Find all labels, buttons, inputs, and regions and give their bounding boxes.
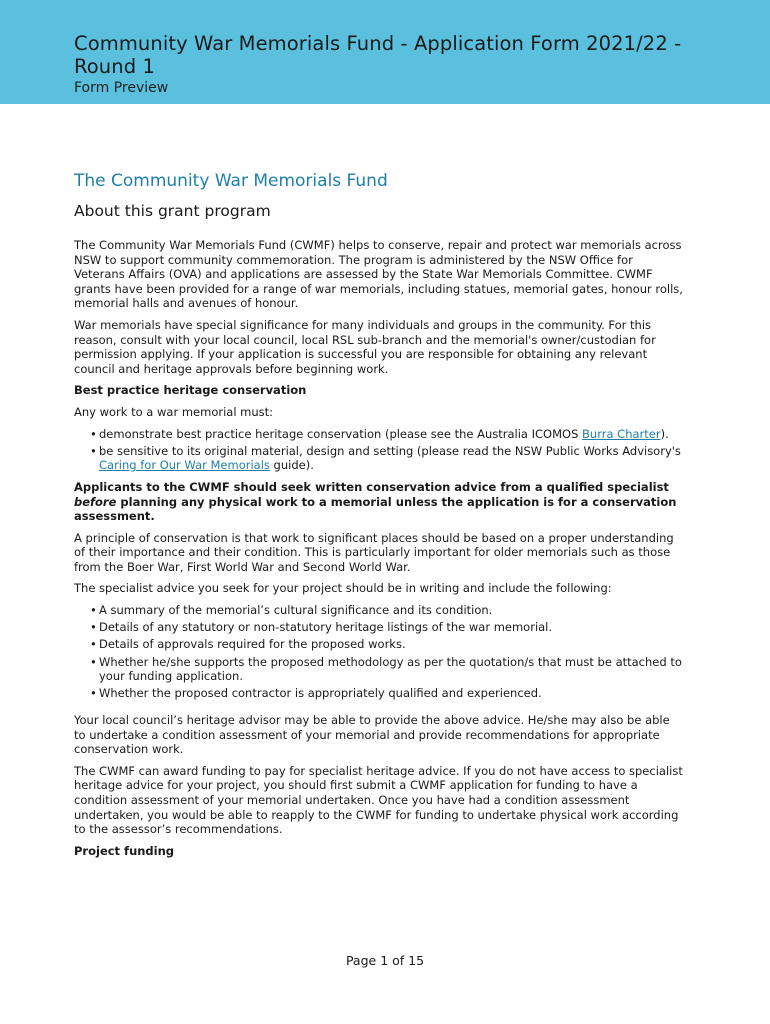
form-subtitle: Form Preview: [74, 80, 169, 96]
subsection-title: About this grant program: [74, 202, 271, 220]
form-title: Community War Memorials Fund - Application Form 2021/22 - Round 1: [74, 32, 682, 78]
specialist-advice-paragraph: The specialist advice you seek for your project should be in writing and include the following:: [74, 581, 612, 596]
list-item: • be sensitive to its original material, design and setting (please read the NSW Public Works Advisory's Caring for Our War Memorials guide).: [91, 444, 684, 473]
principle-paragraph: A principle of conservation is that work to significant places should be based on a proper understanding of their importance and their condition. This is particularly important for older memorials such as those from the Boer War, First World War and Second World War.: [74, 530, 674, 574]
page-number: Page 1 of 15: [345, 953, 425, 968]
list-item: • Whether he/she supports the proposed methodology as per the quotation/s that must be attached to your funding application.: [91, 655, 684, 684]
significance-paragraph: War memorials have special significance for many individuals and groups in the community. For this reason, consult with your local council, local RSL sub-branch and the memorial's owner/custodian for permission applying. If your application is successful you are responsible for obtaining any relevant council and heritage approvals before beginning work.: [74, 317, 656, 376]
form-header: [0, 0, 770, 104]
best-practice-heading: Best practice heritage conservation: [74, 383, 307, 398]
advice-list: [74, 603, 684, 701]
burra-charter-link[interactable]: Burra Charter: [582, 426, 661, 441]
council-advisor-paragraph: Your local council’s heritage advisor may be able to provide the above advice. He/she may also be able to undertake a condition assessment of your memorial and provide recommendations for appropriate conservation work.: [74, 713, 670, 757]
list-item: • Whether the proposed contractor is appropriately qualified and experienced.: [91, 686, 684, 701]
list-item: • A summary of the memorial’s cultural significance and its condition.: [91, 603, 684, 618]
intro-paragraph: The Community War Memorials Fund (CWMF) helps to conserve, repair and protect war memorials across NSW to support community commemoration. The program is administered by the NSW Office for Veterans Affairs (OVA) and applications are assessed by the State War Memorials Committee. CWMF grants have been provided for a range of war memorials, including statues, memorial gates, honour rolls, memorial halls and avenues of honour.: [74, 238, 683, 311]
requirements-list: [74, 427, 684, 473]
list-item: • demonstrate best practice heritage conservation (please see the Australia ICOMOS Burra Charter).: [91, 427, 684, 442]
section-title: The Community War Memorials Fund: [74, 171, 388, 191]
conservation-advice-warning: Applicants to the CWMF should seek written conservation advice from a qualified specialist before planning any physical work to a memorial unless the application is for a conservation assessment.: [74, 479, 677, 524]
form-content: [74, 170, 684, 865]
requirements-intro: Any work to a war memorial must:: [74, 404, 274, 419]
funding-advice-paragraph: The CWMF can award funding to pay for specialist heritage advice. If you do not have access to specialist heritage advice for your project, you should first submit a CWMF application for funding to have a condition assessment of your memorial undertaken. Once you have had a condition assessment undertaken, you would be able to reapply to the CWMF for funding to undertake physical work according to the assessor’s recommendations.: [74, 763, 683, 837]
list-item: • Details of any statutory or non-statutory heritage listings of the war memorial.: [91, 620, 684, 635]
caring-for-war-memorials-link[interactable]: Caring for Our War Memorials: [99, 458, 270, 473]
project-funding-heading: Project funding: [74, 843, 175, 858]
list-item: • Details of approvals required for the proposed works.: [91, 637, 684, 652]
